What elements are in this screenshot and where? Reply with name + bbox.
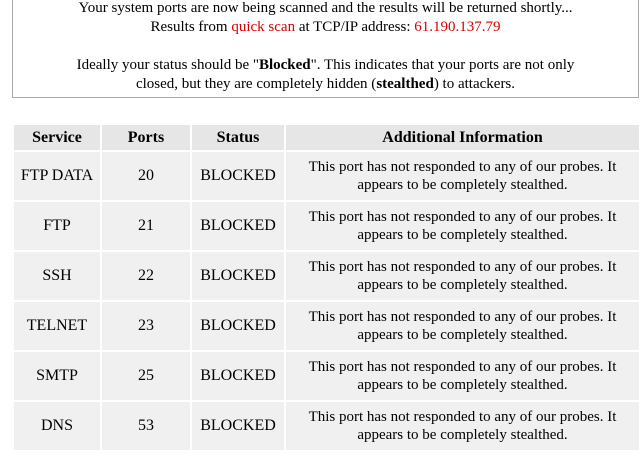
ideal-status-line [13, 56, 638, 75]
info-cell: This port has not responded to any of our probes. It appears to be completely stealthed. [286, 152, 639, 200]
header-additional-info: Additional Information [286, 125, 639, 150]
service-cell: FTP DATA [14, 152, 100, 200]
ip-address-text: 61.190.137.79 [414, 19, 501, 35]
stealthed-word: stealthed [376, 76, 434, 92]
header-status: Status [192, 125, 284, 150]
port-cell: 23 [102, 302, 190, 350]
port-cell: 21 [102, 202, 190, 250]
status-cell: BLOCKED [192, 202, 284, 250]
stealth-suffix: ) to attackers. [433, 76, 516, 92]
scan-type-text: quick scan [231, 19, 296, 35]
header-service: Service [14, 125, 100, 150]
status-cell: BLOCKED [192, 352, 284, 400]
info-cell: This port has not responded to any of our probes. It appears to be completely stealthed. [286, 252, 639, 300]
scan-results-line [13, 18, 638, 37]
service-cell: DNS [14, 402, 100, 450]
info-cell: This port has not responded to any of our probes. It appears to be completely stealthed. [286, 402, 639, 450]
scan-notice-box [12, 0, 639, 98]
table-row [14, 202, 639, 250]
table-row [14, 152, 639, 200]
status-cell: BLOCKED [192, 152, 284, 200]
service-cell: SSH [14, 252, 100, 300]
table-row [14, 302, 639, 350]
table-row [14, 352, 639, 400]
service-cell: SMTP [14, 352, 100, 400]
status-cell: BLOCKED [192, 252, 284, 300]
results-prefix: Results from [150, 19, 232, 35]
results-mid: at TCP/IP address: [295, 19, 415, 35]
scan-status-text: Your system ports are now being scanned and the results will be returned shortly... [78, 0, 573, 16]
table-row [14, 252, 639, 300]
table-header-row [14, 125, 639, 150]
port-cell: 53 [102, 402, 190, 450]
stealth-explanation-line [13, 75, 638, 94]
service-cell: FTP [14, 202, 100, 250]
service-cell: TELNET [14, 302, 100, 350]
info-cell: This port has not responded to any of our probes. It appears to be completely stealthed. [286, 352, 639, 400]
info-cell: This port has not responded to any of our probes. It appears to be completely stealthed. [286, 202, 639, 250]
port-cell: 20 [102, 152, 190, 200]
stealth-prefix: closed, but they are completely hidden ( [135, 76, 377, 92]
port-results-table [12, 123, 641, 452]
status-cell: BLOCKED [192, 402, 284, 450]
header-ports: Ports [102, 125, 190, 150]
table-row [14, 402, 639, 450]
status-cell: BLOCKED [192, 302, 284, 350]
port-cell: 22 [102, 252, 190, 300]
ideal-status-prefix: Ideally your status should be " [76, 57, 259, 73]
info-cell: This port has not responded to any of our probes. It appears to be completely stealthed. [286, 302, 639, 350]
ideal-status-suffix: ". This indicates that your ports are not only [310, 57, 575, 73]
port-cell: 25 [102, 352, 190, 400]
ideal-status-value: Blocked [258, 57, 311, 73]
